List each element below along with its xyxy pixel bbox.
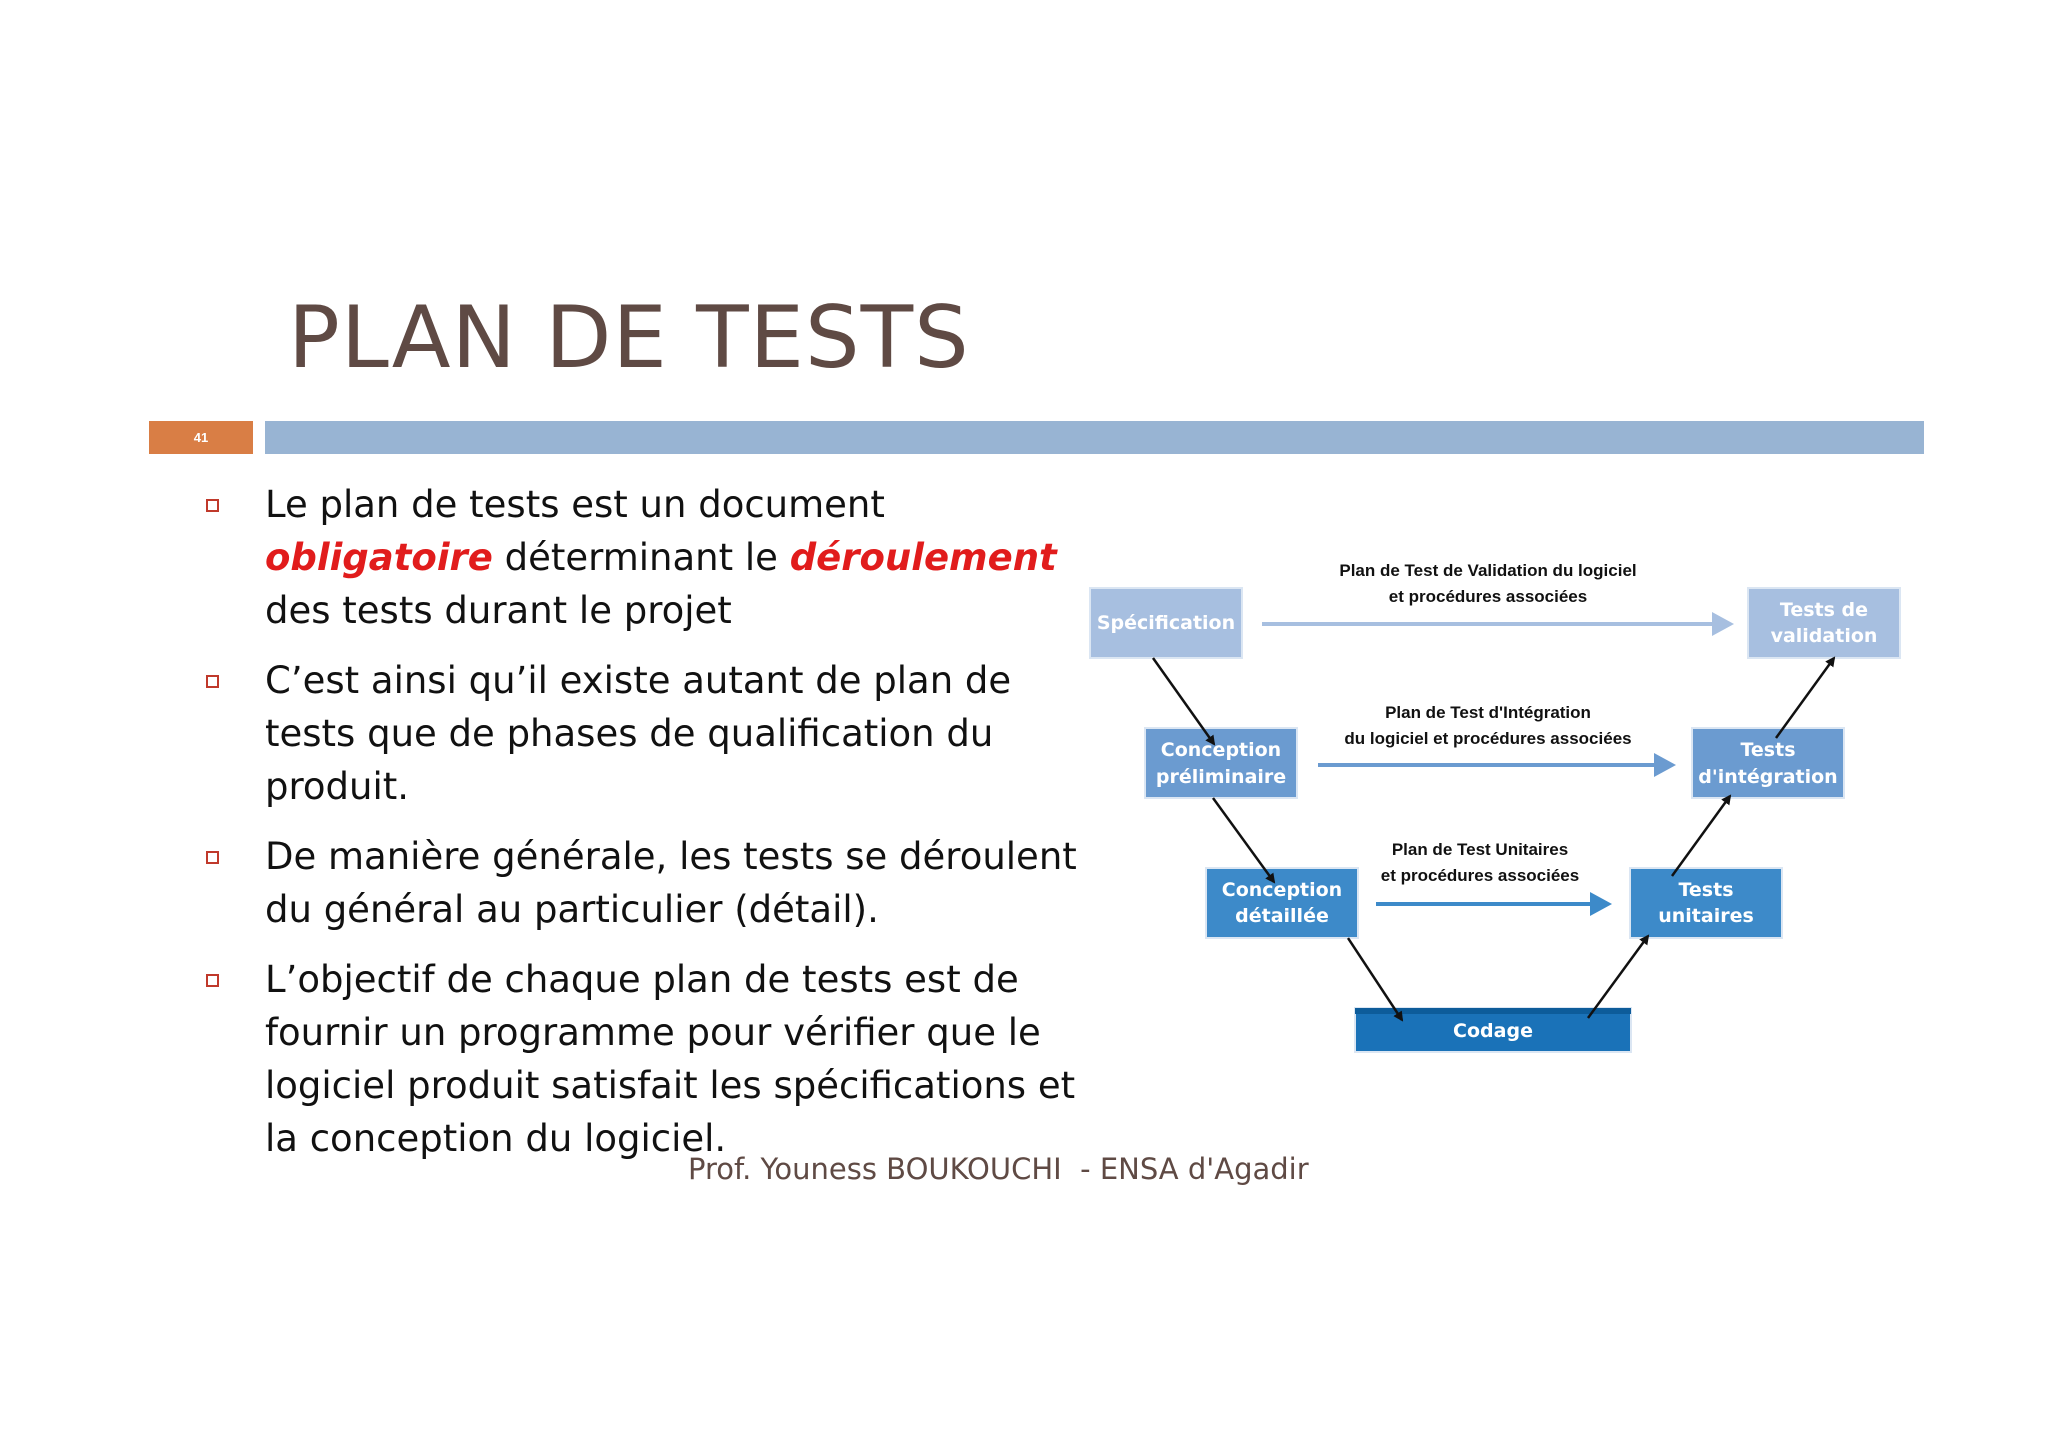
box-conception-detaillee: [1206, 868, 1358, 938]
bullet-text: des tests durant le projet: [265, 589, 732, 632]
svg-text:détaillée: détaillée: [1235, 905, 1329, 927]
svg-text:du logiciel et procédures asso: du logiciel et procédures associées: [1344, 729, 1632, 748]
bullet-item: [200, 478, 1090, 637]
svg-text:et procédures associées: et procédures associées: [1388, 587, 1588, 606]
svg-text:préliminaire: préliminaire: [1155, 766, 1287, 788]
slide-title: PLAN DE TESTS: [288, 288, 970, 388]
bullet-text: L’objectif de chaque plan de tests est de fournir un programme pour vérifier que le logiciel produit satisfait les spécifications et la conception du logiciel.: [265, 958, 1076, 1160]
bullet-item: [200, 830, 1090, 936]
square-bullet-icon: [206, 851, 219, 864]
svg-text:Plan de Test d'Intégration: Plan de Test d'Intégration: [1385, 703, 1591, 722]
label-integration-plan: [1344, 703, 1631, 748]
bullet-item: [200, 953, 1090, 1165]
arrow-integration-plan: [1318, 753, 1676, 777]
svg-text:Plan de Test de Validation du: Plan de Test de Validation du logiciel: [1339, 561, 1637, 580]
emphasis-deroulement: déroulement: [789, 536, 1057, 579]
bullet-text: C’est ainsi qu’il existe autant de plan de tests que de phases de qualification du produit.: [265, 659, 1012, 808]
arrow-unitaires-to-integration: [1672, 796, 1730, 876]
svg-text:et procédures associées: et procédures associées: [1380, 866, 1580, 885]
box-specification: [1090, 588, 1242, 658]
v-model-diagram: [1080, 540, 1930, 1110]
square-bullet-icon: [206, 974, 219, 987]
title-underline-bar: [265, 421, 1924, 454]
arrow-codage-to-unitaires: [1588, 936, 1648, 1018]
page-number-badge: 41: [149, 421, 253, 454]
svg-text:Spécification: Spécification: [1096, 612, 1236, 634]
bullet-text: De manière générale, les tests se déroulent du général au particulier (détail).: [265, 835, 1077, 931]
box-tests-validation: [1748, 588, 1900, 658]
footer-credit: Prof. Youness BOUKOUCHI - ENSA d'Agadir: [688, 1152, 1309, 1186]
svg-text:Tests: Tests: [1740, 739, 1796, 761]
arrow-unitaires-plan: [1376, 892, 1612, 916]
svg-text:d'intégration: d'intégration: [1698, 766, 1838, 788]
svg-text:Conception: Conception: [1221, 879, 1343, 901]
bullet-list: [200, 478, 1090, 1182]
svg-text:Codage: Codage: [1453, 1020, 1533, 1042]
square-bullet-icon: [206, 499, 219, 512]
svg-text:Tests de: Tests de: [1779, 599, 1869, 621]
svg-text:validation: validation: [1770, 625, 1878, 647]
box-tests-unitaires: [1630, 868, 1782, 938]
square-bullet-icon: [206, 675, 219, 688]
svg-text:unitaires: unitaires: [1658, 905, 1754, 927]
box-conception-preliminaire: [1145, 728, 1297, 798]
arrow-integration-to-validation: [1776, 658, 1834, 738]
svg-text:Conception: Conception: [1160, 739, 1282, 761]
svg-text:Plan de Test Unitaires: Plan de Test Unitaires: [1391, 840, 1569, 859]
svg-text:Tests: Tests: [1678, 879, 1734, 901]
bullet-text: déterminant le: [492, 536, 790, 579]
label-validation-plan: [1339, 561, 1636, 606]
emphasis-obligatoire: obligatoire: [265, 536, 493, 579]
bullet-item: [200, 654, 1090, 813]
bullet-text: Le plan de tests est un document: [265, 483, 885, 526]
label-unitaires-plan: [1381, 840, 1579, 885]
box-tests-integration: [1692, 728, 1844, 798]
arrow-validation-plan: [1262, 612, 1734, 636]
